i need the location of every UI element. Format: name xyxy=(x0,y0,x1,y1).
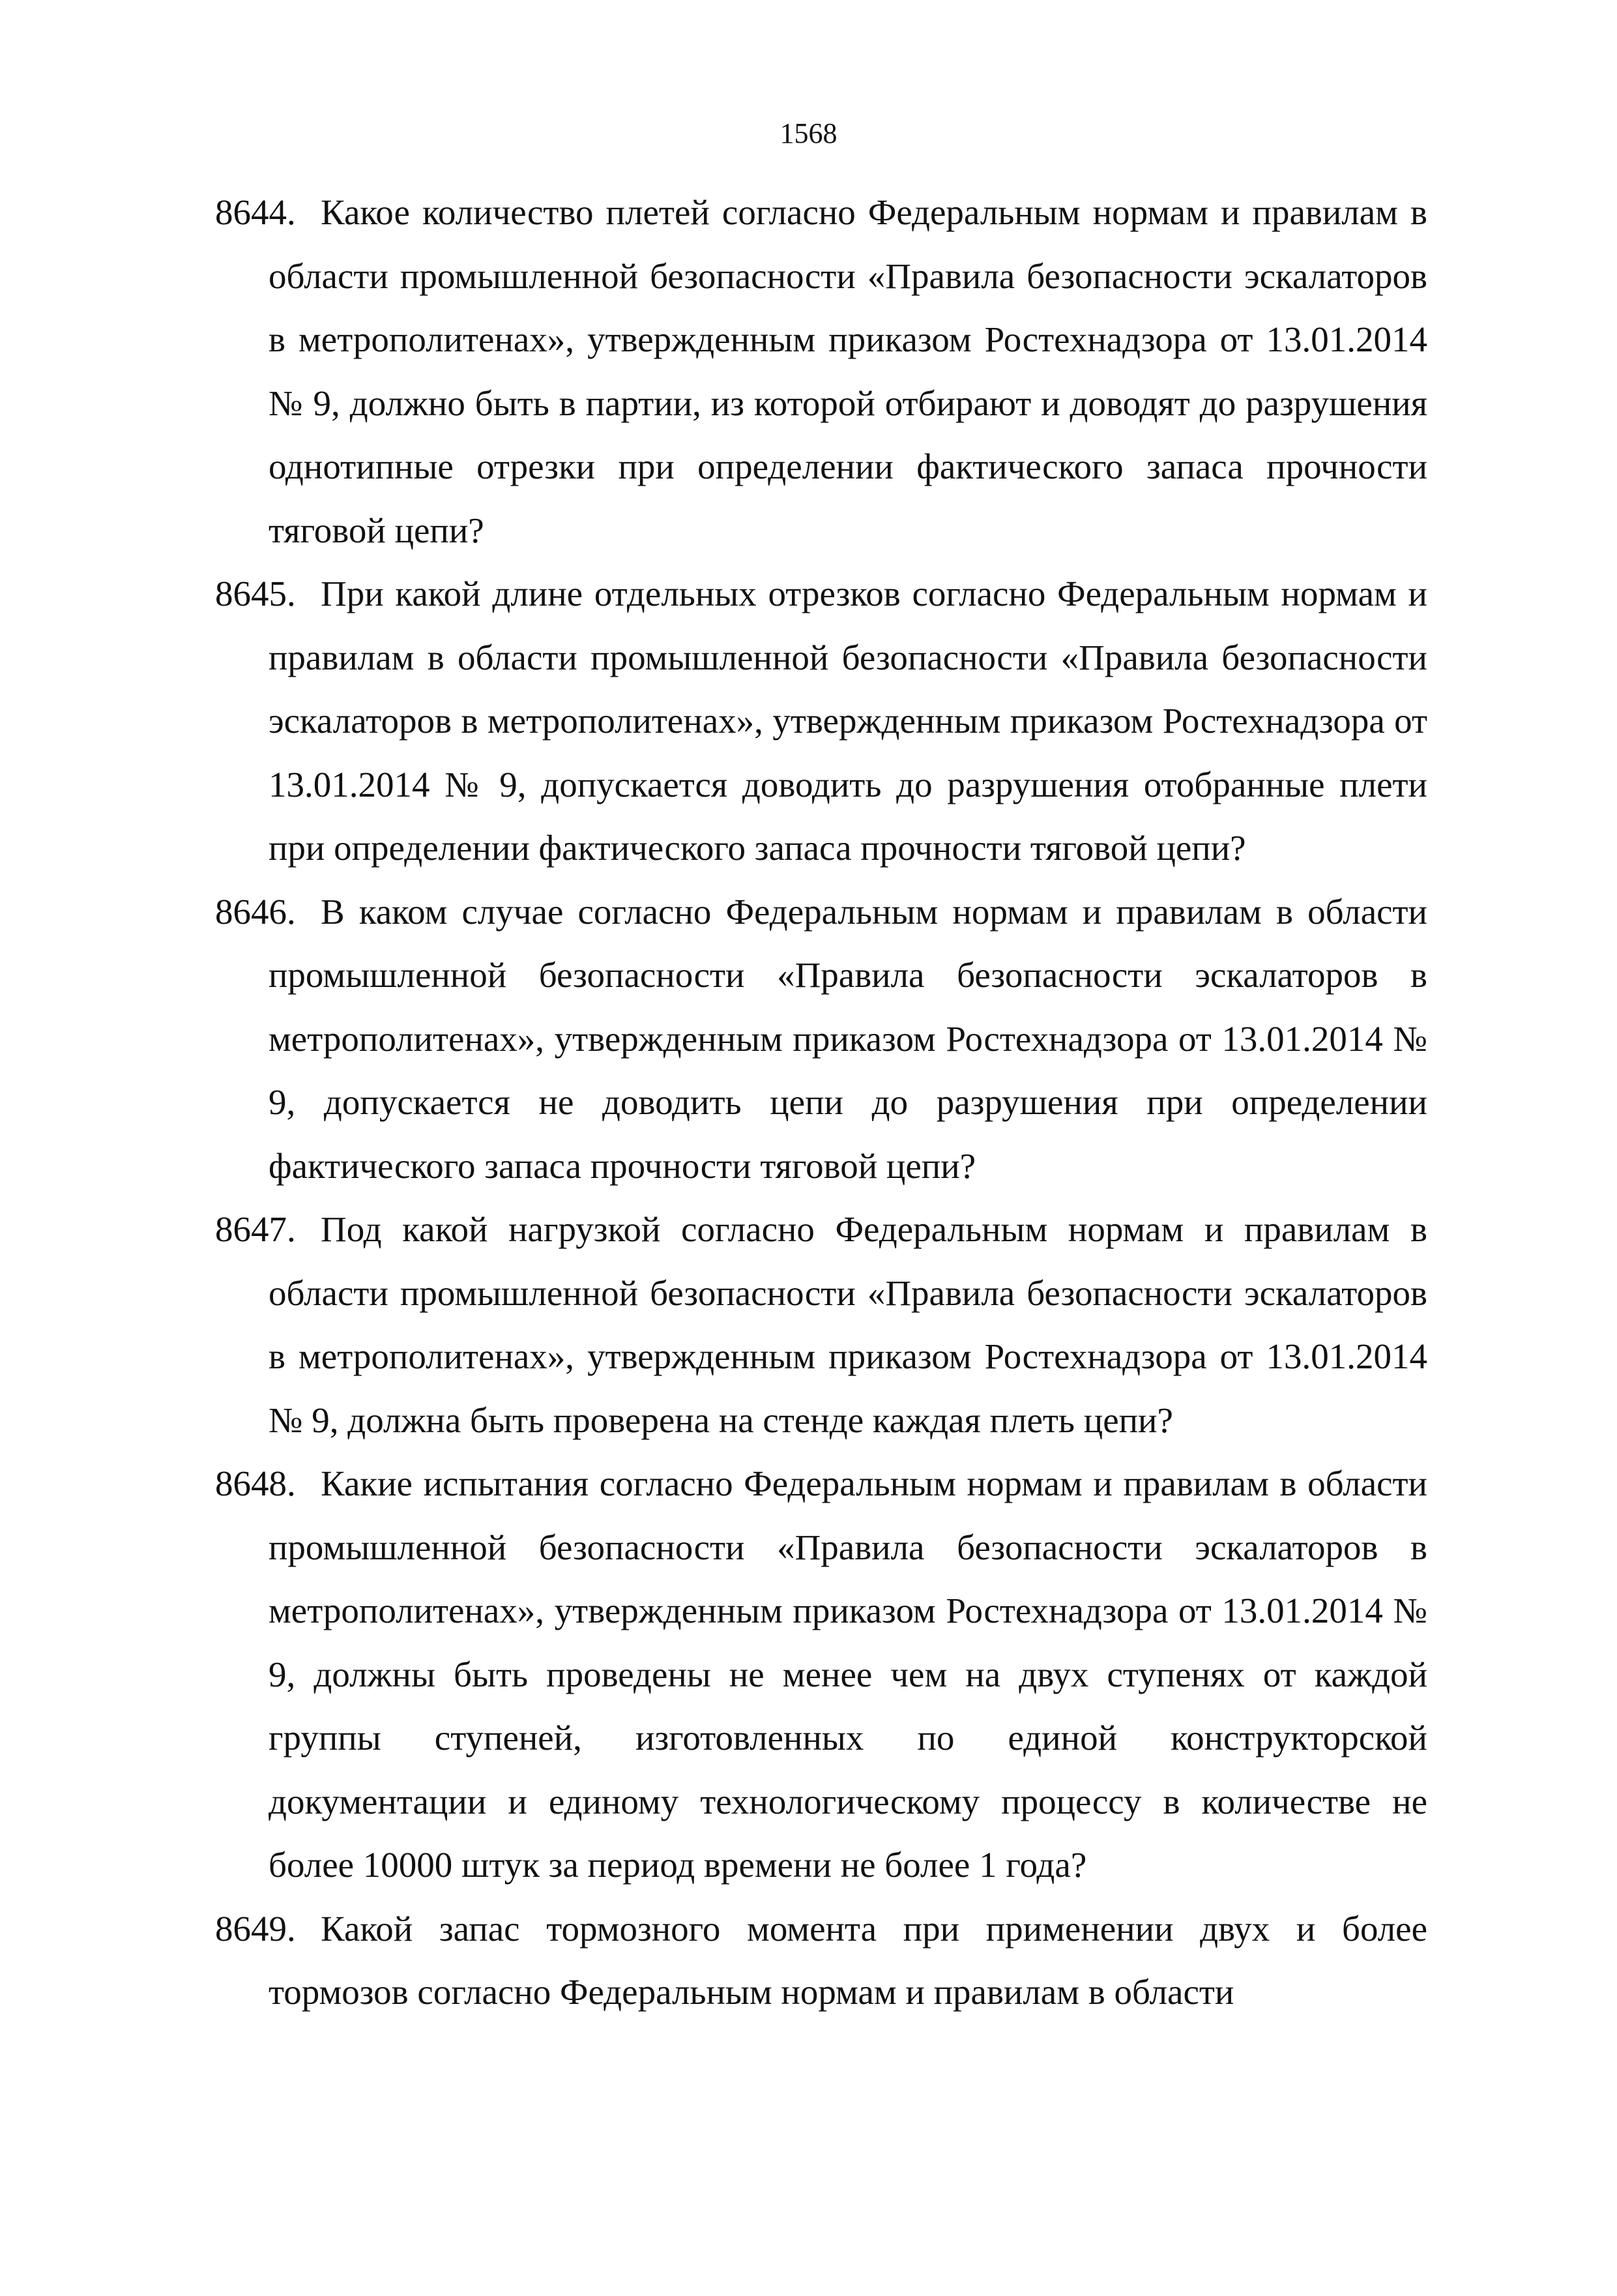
question-item xyxy=(215,1897,1427,2024)
question-number: 8644. xyxy=(215,192,296,232)
question-number: 8648. xyxy=(215,1464,296,1503)
question-item xyxy=(215,562,1427,880)
question-text: Какое количество плетей согласно Федеральным нормам и правилам в области промышленной безопасности «Правила безопасности эскалаторов в метрополитенах», утвержденным приказом Ростехнадзора от 13.01.2014 № 9, должно быть в партии, из которой отбирают и доводят до разрушения однотипные отрезки при определении фактического запаса прочности тяговой цепи? xyxy=(269,192,1427,550)
question-item xyxy=(215,181,1427,562)
question-text: Какой запас тормозного момента при применении двух и более тормозов согласно Федеральным нормам и правилам в области xyxy=(269,1908,1427,2012)
question-item xyxy=(215,880,1427,1198)
question-item xyxy=(215,1198,1427,1452)
page-number: 1568 xyxy=(779,117,838,149)
question-text: При какой длине отдельных отрезков согласно Федеральным нормам и правилам в области промышленной безопасности «Правила безопасности эскалаторов в метрополитенах», утвержденным приказом Ростехнадзора от 13.01.2014 № 9, допускается доводить до разрушения отобранные плети при определении фактического запаса прочности тяговой цепи? xyxy=(269,574,1427,868)
question-number: 8649. xyxy=(215,1908,296,1949)
question-text: Под какой нагрузкой согласно Федеральным нормам и правилам в области промышленной безопасности «Правила безопасности эскалаторов в метрополитенах», утвержденным приказом Ростехнадзора от 13.01.2014 № 9, должна быть проверена на стенде каждая плеть цепи? xyxy=(269,1209,1427,1440)
question-number: 8645. xyxy=(215,574,296,613)
question-text: Какие испытания согласно Федеральным нормам и правилам в области промышленной безопасности «Правила безопасности эскалаторов в метрополитенах», утвержденным приказом Ростехнадзора от 13.01.2014 № 9, должны быть проведены не менее чем на двух ступенях от каждой группы ступеней, изготовленных по единой конструкторской документации и единому технологическому процессу в количестве не более 10000 штук за период времени не более 1 года? xyxy=(269,1464,1427,1885)
question-list xyxy=(215,181,1427,2024)
question-number: 8646. xyxy=(215,891,296,932)
question-text: В каком случае согласно Федеральным нормам и правилам в области промышленной безопасности «Правила безопасности эскалаторов в метрополитенах», утвержденным приказом Ростехнадзора от 13.01.2014 № 9, допускается не доводить цепи до разрушения при определении фактического запаса прочности тяговой цепи? xyxy=(269,891,1427,1186)
question-item xyxy=(215,1452,1427,1897)
question-number: 8647. xyxy=(215,1209,296,1249)
